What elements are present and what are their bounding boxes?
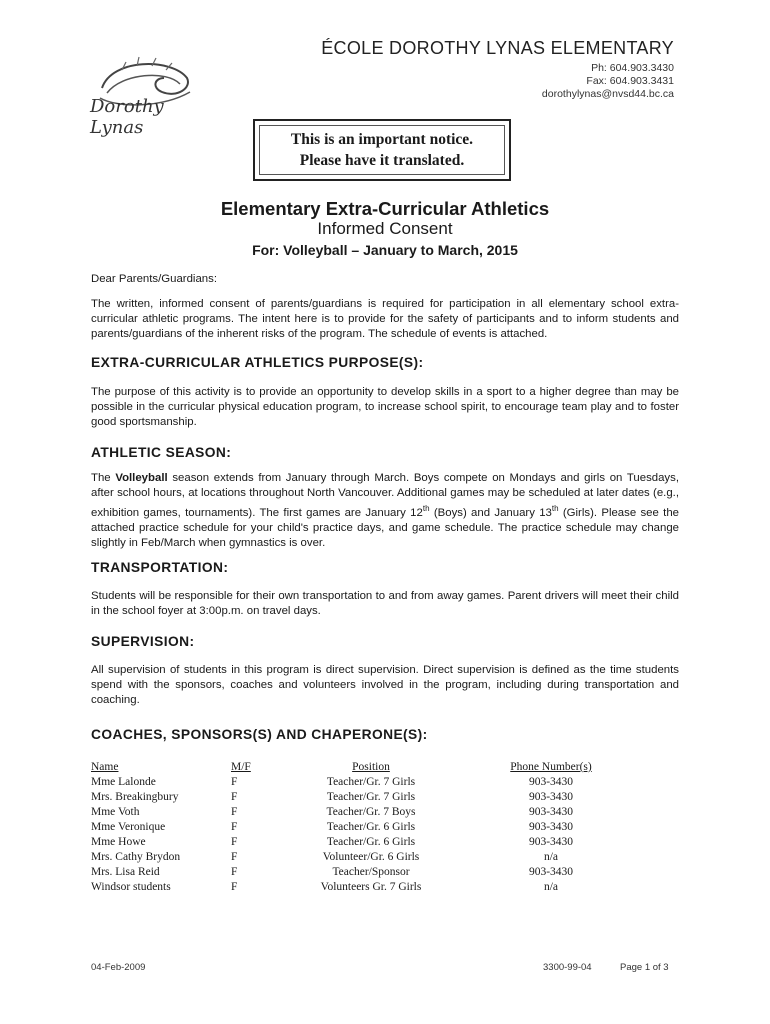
season-sup-2: th	[551, 504, 559, 513]
table-cell: F	[231, 791, 238, 803]
footer-page-number: Page 1 of 3	[620, 962, 669, 973]
notice-line-2: Please have it translated.	[299, 152, 465, 169]
season-sport: Volleyball	[115, 472, 168, 484]
table-cell: F	[231, 866, 238, 878]
table-cell: Teacher/Sponsor	[332, 866, 410, 878]
fax-number: Fax: 604.903.3431	[586, 75, 674, 87]
footer-date: 04-Feb-2009	[91, 962, 146, 973]
table-cell: 903-3430	[528, 821, 574, 833]
gender-header: M/F	[231, 761, 251, 773]
table-cell: 903-3430	[528, 776, 574, 788]
gender-column	[231, 760, 271, 895]
intro-paragraph: The written, informed consent of parents/guardians is required for participation in all elementary school extra-curricular athletic programs. The intent here is to provide for the safety of participants and to inform students and parents/guardians of the inherent risks of the program. The schedule of events is attached.	[91, 298, 679, 340]
supervision-heading: SUPERVISION:	[91, 634, 195, 649]
season-sup-1: th	[422, 504, 430, 513]
table-cell: 903-3430	[528, 866, 574, 878]
table-cell: Mrs. Cathy Brydon	[91, 851, 181, 863]
logo-signature: Dorothy Lynas	[90, 96, 164, 138]
footer-doc-code: 3300-99-04	[543, 962, 592, 973]
season-paragraph	[91, 471, 679, 551]
table-cell: 903-3430	[528, 806, 574, 818]
table-cell: F	[231, 836, 238, 848]
phone-column	[496, 760, 606, 895]
notice-line-1: This is an important notice.	[290, 131, 474, 148]
season-text-b: (Boys) and January 13	[429, 506, 552, 519]
table-cell: F	[231, 776, 238, 788]
notice-inner-border	[259, 125, 505, 175]
program-line: For: Volleyball – January to March, 2015	[252, 242, 518, 258]
table-cell: Teacher/Gr. 7 Girls	[326, 791, 416, 803]
supervision-paragraph: All supervision of students in this program is direct supervision. Direct supervision is defined as the time students spend with the sponsors, coaches and volunteers involved in the program, including during transportation and coaching.	[91, 664, 679, 706]
purpose-heading: EXTRA-CURRICULAR ATHLETICS PURPOSE(S):	[91, 355, 424, 370]
phone-header: Phone Number(s)	[510, 761, 592, 773]
table-cell: Teacher/Gr. 7 Girls	[326, 776, 416, 788]
table-cell: Mme Voth	[91, 806, 140, 818]
table-cell: F	[231, 806, 238, 818]
table-cell: F	[231, 851, 238, 863]
table-cell: 903-3430	[528, 791, 574, 803]
name-column	[91, 760, 231, 895]
position-header: Position	[352, 761, 390, 773]
table-cell: Volunteers Gr. 7 Girls	[320, 881, 422, 893]
season-prefix: The	[91, 472, 116, 484]
contact-info	[542, 62, 674, 101]
table-cell: Mrs. Breakingbury	[91, 791, 179, 803]
table-cell: Mrs. Lisa Reid	[91, 866, 160, 878]
document-title: Elementary Extra-Curricular Athletics	[220, 198, 550, 219]
table-cell: n/a	[543, 851, 559, 863]
coaches-heading: COACHES, SPONSORS(S) AND CHAPERONE(S):	[91, 727, 428, 742]
season-heading: ATHLETIC SEASON:	[91, 445, 232, 460]
table-cell: F	[231, 881, 238, 893]
table-cell: n/a	[543, 881, 559, 893]
document-subtitle: Informed Consent	[317, 219, 453, 238]
table-cell: Mme Veronique	[91, 821, 166, 833]
purpose-paragraph: The purpose of this activity is to provide an opportunity to develop skills in a sport to a higher degree than may be possible in the curricular physical education program, to increase school spirit, to encourage team play and to foster good sportsmanship.	[91, 386, 679, 428]
transportation-heading: TRANSPORTATION:	[91, 560, 229, 575]
table-cell: Volunteer/Gr. 6 Girls	[322, 851, 420, 863]
transportation-paragraph: Students will be responsible for their own transportation to and from away games. Parent drivers will meet their child in the school foyer at 3:00p.m. on travel days.	[91, 590, 679, 617]
table-cell: F	[231, 821, 238, 833]
phone-number: Ph: 604.903.3430	[591, 62, 674, 74]
season-text-c: (Girls). Please see the attached practice schedule for your child's practice days, and game schedule. The practice schedule may change slightly in Feb/March when gymnastics is over.	[91, 506, 679, 549]
table-cell: Teacher/Gr. 6 Girls	[326, 836, 416, 848]
table-cell: Teacher/Gr. 6 Girls	[326, 821, 416, 833]
position-column	[291, 760, 451, 895]
table-cell: Mme Howe	[91, 836, 146, 848]
email-address: dorothylynas@nvsd44.bc.ca	[541, 88, 674, 100]
salutation: Dear Parents/Guardians:	[91, 273, 217, 285]
table-cell: Teacher/Gr. 7 Boys	[326, 806, 416, 818]
table-cell: Windsor students	[91, 881, 171, 893]
table-cell: 903-3430	[528, 836, 574, 848]
school-name: ÉCOLE DOROTHY LYNAS ELEMENTARY	[321, 38, 674, 58]
name-header: Name	[91, 761, 119, 773]
translation-notice-box	[253, 119, 511, 181]
table-cell: Mme Lalonde	[91, 776, 156, 788]
season-text-a: season extends from January through March. Boys compete on Mondays and girls on Tuesdays, after school hours, at locations throughout North Vancouver. Additional games may be scheduled at later dates (e.g., exhibition games, tournaments). The first games are January 12	[91, 472, 679, 519]
